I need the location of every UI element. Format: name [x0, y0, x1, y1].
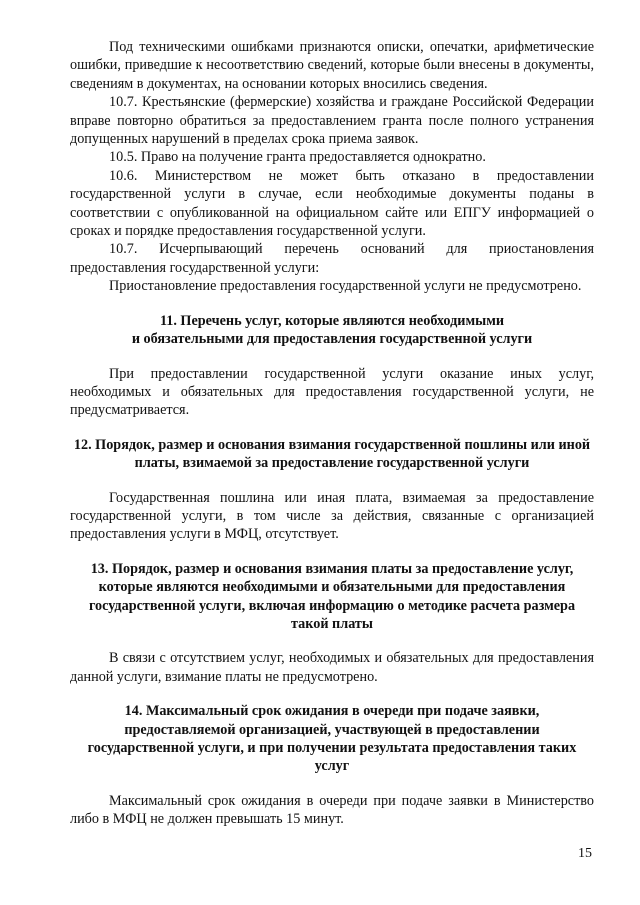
section-11-heading-line2: и обязательными для предоставления государственной услуги — [131, 331, 533, 348]
section-11-heading — [70, 312, 594, 349]
section-12-text: Государственная пошлина или иная плата, взимаемая за предоставление государственной услуги, в том числе за действия, связанные с организацией предоставления услуги в МФЦ, отсутствует. — [70, 489, 594, 543]
paragraph-suspension-not-provided: Приостановление предоставления государственной услуги не предусмотрено. — [109, 278, 582, 295]
paragraph-10-5-grant-once: 10.5. Право на получение гранта предоставляется однократно. — [109, 149, 486, 166]
paragraph-10-7-suspension-grounds: 10.7. Исчерпывающий перечень оснований для приостановления предоставления государственной услуги: — [70, 241, 594, 276]
paragraph-10-6-no-refusal: 10.6. Министерством не может быть отказано в предоставлении государственной услуги в случае, если необходимые документы поданы в соответствии с опубликованной на официальном сайте или ЕПГУ информацией о сроках и порядке предоставления государственной услуги. — [70, 167, 594, 240]
section-14-heading: 14. Максимальный срок ожидания в очереди при подаче заявки, предоставляемой организацией, участвующей в предоставлении государственной услуги, и при получении результата предоставления таких услуг — [87, 703, 577, 775]
document-page — [70, 38, 594, 829]
paragraph-technical-errors: Под техническими ошибками признаются описки, опечатки, арифметические ошибки, приведшие к несоответствию сведений, которые были внесены в документы, сведениям в документах, на основании которых вносились сведения. — [70, 39, 594, 92]
paragraph-10-7-repeat-application: 10.7. Крестьянские (фермерские) хозяйства и граждане Российской Федерации вправе повторно обратиться за предоставлением гранта после полного устранения допущенных нарушений в пределах срока приема заявок. — [70, 94, 594, 148]
section-13-text: В связи с отсутствием услуг, необходимых и обязательных для предоставления данной услуги, взимание платы не предусмотрено. — [70, 650, 594, 685]
section-14-text: Максимальный срок ожидания в очереди при подаче заявки в Министерство либо в МФЦ не должен превышать 15 минут. — [70, 792, 594, 828]
section-11-heading-line1: 11. Перечень услуг, которые являются необходимыми — [159, 312, 505, 329]
section-11-text: При предоставлении государственной услуги оказание иных услуг, необходимых и обязательных для предоставления государственной услуги, не предусматривается. — [70, 365, 594, 419]
section-12-heading: 12. Порядок, размер и основания взимания государственной пошлины или иной платы, взимаемой за предоставление государственной услуги — [73, 436, 591, 472]
page-number: 15 — [578, 846, 592, 861]
section-13-heading: 13. Порядок, размер и основания взимания платы за предоставление услуг, которые являются необходимыми и обязательными для предоставления государственной услуги, включая информацию о методике расчета размера такой платы — [88, 560, 576, 632]
